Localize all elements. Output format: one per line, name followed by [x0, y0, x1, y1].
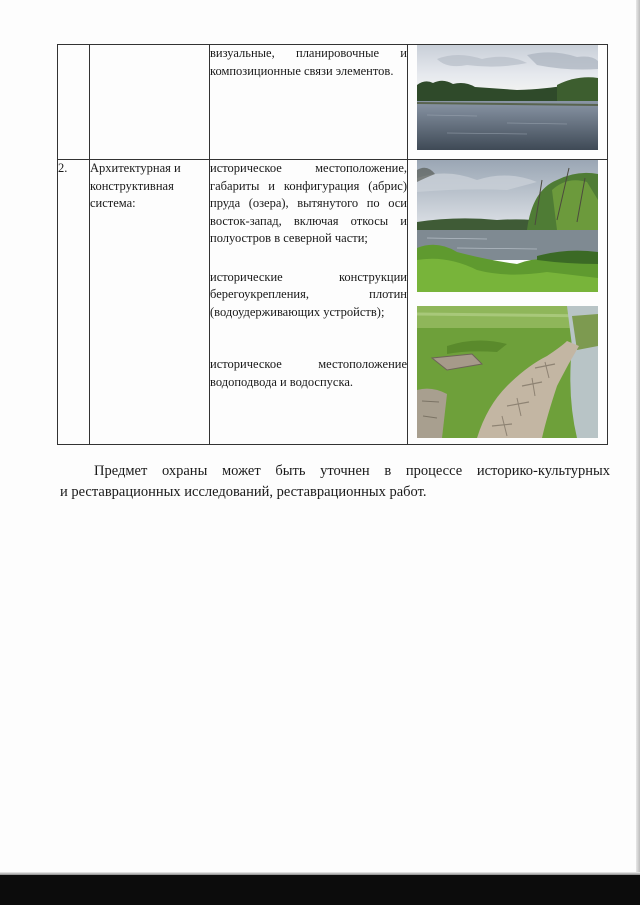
table-row [58, 160, 608, 445]
paragraph-line: Предмет охраны может быть уточнен в процессе историко-культурных [94, 463, 610, 479]
row-name: Архитектурная и конструктивная система: [90, 160, 210, 445]
scan-bottom-border [0, 875, 640, 905]
description-item: историческое местоположение, габариты и конфигурация (абрис) пруда (озера), вытянутого по оси восток-запад, включая откосы и полуостров в северной части; [210, 161, 407, 245]
row-description [210, 45, 408, 160]
photo-cell [408, 160, 608, 445]
pond-shore-photo [417, 160, 598, 292]
row-number: 2. [58, 160, 90, 445]
description-text: визуальные, планировочные и композиционные связи элементов. [210, 46, 407, 78]
row-description [210, 160, 408, 445]
stone-embankment-photo [417, 306, 598, 438]
description-item: исторические конструкции берегоукрепления, плотин (водоудерживающих устройств); [210, 269, 407, 319]
table-row [58, 45, 608, 160]
closing-paragraph [60, 461, 610, 504]
protection-subject-table [57, 44, 608, 445]
lake-photo [417, 45, 598, 150]
paragraph-line: и реставрационных исследований, реставрационных работ. [60, 484, 427, 501]
description-item: историческое местоположение водоподвода и водоспуска. [210, 357, 407, 389]
row-number [58, 45, 90, 160]
photo-cell [408, 45, 608, 160]
page-edge [636, 0, 640, 875]
row-name [90, 45, 210, 160]
